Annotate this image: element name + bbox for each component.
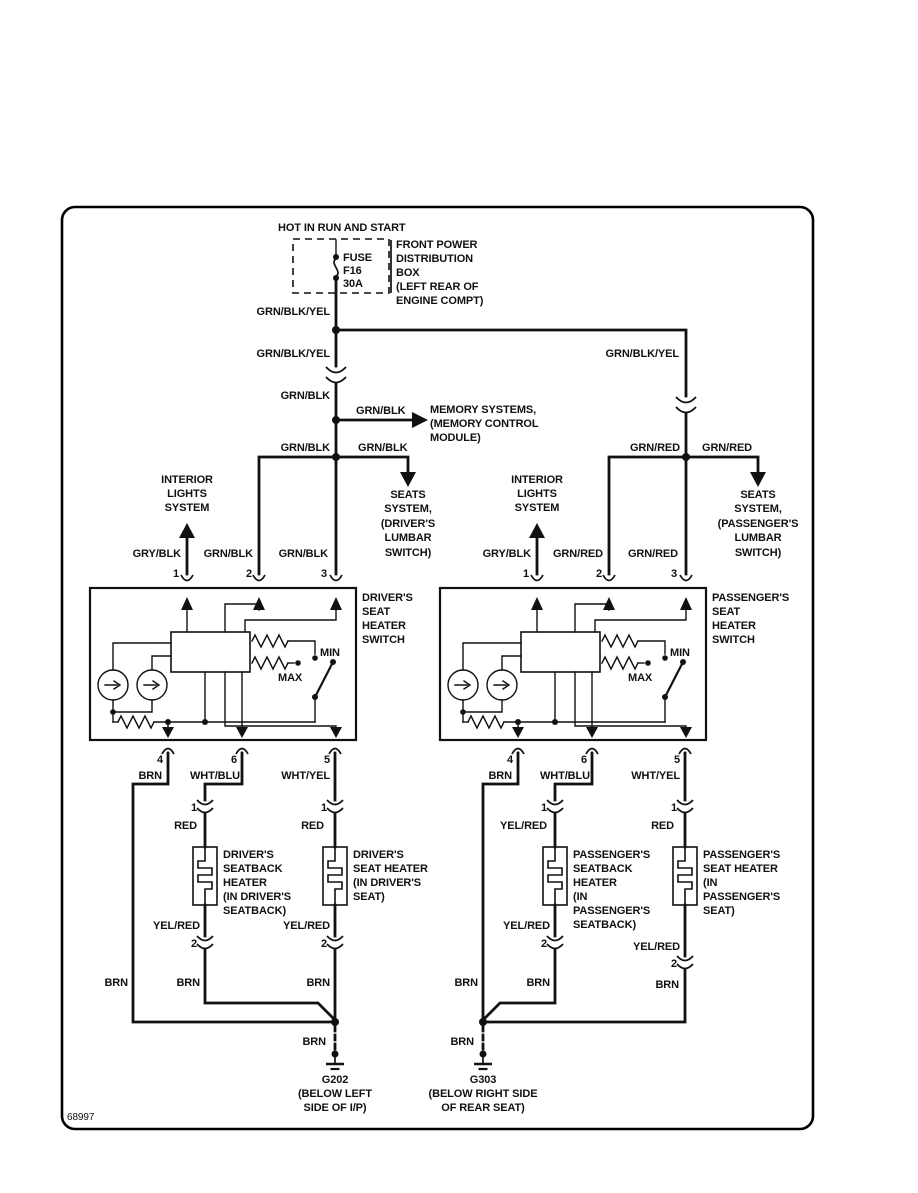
pin-number: 2: [245, 568, 252, 580]
wire-label: GRN/RED: [552, 548, 603, 560]
heater-label: SEATBACK): [573, 919, 637, 931]
passenger-seats-target: SEATS: [740, 489, 776, 501]
wire-label: GRN/BLK: [280, 390, 330, 402]
ground-icon: [474, 1051, 492, 1070]
interior-lights-label: SYSTEM: [514, 502, 560, 514]
connector-number: 2: [320, 938, 327, 950]
inline-connector-1: [547, 800, 563, 813]
wire-label: YEL/RED: [153, 920, 200, 932]
driver-seats-target: (DRIVER'S: [380, 518, 436, 530]
driver-switch-box: [90, 588, 356, 740]
interior-lights-label: LIGHTS: [167, 488, 207, 500]
heater-label: SEATBACK: [223, 863, 283, 875]
max-label: MAX: [278, 672, 303, 684]
inline-connector-1: [327, 800, 343, 813]
wire-label: GRN/BLK/YEL: [605, 348, 679, 360]
heater-label: SEAT): [353, 891, 385, 903]
interior-lights-label: INTERIOR: [161, 474, 213, 486]
ground-label: (BELOW RIGHT SIDE: [428, 1088, 538, 1100]
wire-label: GRN/BLK/YEL: [256, 348, 330, 360]
connector-number: 1: [670, 802, 677, 814]
wire-label: GRN/BLK: [203, 548, 253, 560]
fuse-box-outline: [293, 239, 389, 293]
dist-box-label: ENGINE COMPT): [396, 295, 484, 307]
pin-number: 1: [172, 568, 179, 580]
driver-seats-target: LUMBAR: [384, 532, 432, 544]
min-label: MIN: [670, 647, 690, 659]
wire-label: GRN/BLK: [278, 548, 328, 560]
inline-connector-2: [197, 936, 213, 949]
wire-label: GRY/BLK: [132, 548, 181, 560]
wire-label: BRN: [655, 979, 679, 991]
dist-box-label: (LEFT REAR OF: [396, 281, 479, 293]
wire-label: WHT/YEL: [281, 770, 330, 782]
inline-connector-1: [197, 800, 213, 813]
wire-label: GRY/BLK: [482, 548, 531, 560]
wire-label: BRN: [104, 977, 128, 989]
heater-element-icon: [328, 847, 342, 905]
heater-label: PASSENGER'S: [703, 891, 781, 903]
heater-label: PASSENGER'S: [703, 849, 781, 861]
wire-label: GRN/RED: [702, 442, 753, 454]
diagram-frame: [62, 207, 813, 1129]
interior-lights-arrow-icon: [179, 523, 195, 538]
switch-label: HEATER: [362, 620, 406, 632]
passenger-seats-target: (PASSENGER'S: [717, 518, 799, 530]
wire-label: GRN/RED: [627, 548, 678, 560]
wire-label: YEL/RED: [633, 941, 680, 953]
wire-label: WHT/BLU: [539, 770, 590, 782]
min-label: MIN: [320, 647, 340, 659]
driver-seats-target: SYSTEM,: [384, 503, 432, 515]
switch-label: SEAT: [712, 606, 741, 618]
heater-label: (IN DRIVER'S: [353, 877, 422, 889]
connector-number: 2: [540, 938, 547, 950]
wire-label: BRN: [302, 1036, 326, 1048]
heater-label: (IN: [573, 891, 588, 903]
interior-lights-label: SYSTEM: [164, 502, 210, 514]
interior-lights-arrow-icon: [529, 523, 545, 538]
heater-label: SEATBACK: [573, 863, 633, 875]
heater-element-icon: [678, 847, 692, 905]
pin-number: 5: [323, 754, 330, 766]
heater-label: PASSENGER'S: [573, 905, 651, 917]
wire-label: BRN: [306, 977, 330, 989]
ground-label: OF REAR SEAT): [441, 1102, 525, 1114]
switch-label: SWITCH: [712, 634, 755, 646]
heater-label: DRIVER'S: [353, 849, 404, 861]
pin-number: 4: [156, 754, 163, 766]
dist-box-label: FRONT POWER: [396, 239, 478, 251]
fuse-rating: 30A: [343, 278, 363, 290]
passenger-seats-target: SYSTEM,: [734, 503, 782, 515]
wire-label: GRN/BLK: [280, 442, 330, 454]
wire-label: WHT/YEL: [631, 770, 680, 782]
wire-label: BRN: [450, 1036, 474, 1048]
connector-number: 1: [190, 802, 197, 814]
ground-label: G202: [321, 1074, 349, 1086]
inline-connector: [676, 397, 696, 413]
heater-label: SEATBACK): [223, 905, 287, 917]
switch-label: PASSENGER'S: [712, 592, 790, 604]
fuse-id: F16: [343, 265, 362, 277]
wire-label: GRN/BLK/YEL: [256, 306, 330, 318]
connector-number: 2: [670, 958, 677, 970]
ground-icon: [326, 1051, 344, 1070]
memory-target-label: MEMORY SYSTEMS,: [430, 404, 537, 416]
heater-label: SEAT): [703, 905, 735, 917]
diagram-number: 68997: [67, 1112, 95, 1123]
wire-label: YEL/RED: [503, 920, 550, 932]
dist-box-label: DISTRIBUTION: [396, 253, 474, 265]
passenger-seats-target: SWITCH): [734, 547, 782, 559]
wire-label: BRN: [138, 770, 162, 782]
pin-number: 4: [506, 754, 513, 766]
wire-label: RED: [301, 820, 324, 832]
connector-number: 1: [320, 802, 327, 814]
passenger-switch-box: [440, 588, 706, 740]
connector-number: 2: [190, 938, 197, 950]
heater-label: (IN DRIVER'S: [223, 891, 292, 903]
inline-connector-2: [677, 956, 693, 969]
fuse-symbol: [333, 240, 339, 281]
inline-connector-2: [327, 936, 343, 949]
memory-target-label: MODULE): [430, 432, 481, 444]
power-distribution-box: [278, 222, 484, 307]
pin-number: 3: [670, 568, 677, 580]
pin-number: 2: [595, 568, 602, 580]
heater-label: HEATER: [223, 877, 267, 889]
ground-label: SIDE OF I/P): [303, 1102, 367, 1114]
inline-connector: [326, 367, 346, 383]
hot-in-run-label: HOT IN RUN AND START: [278, 222, 406, 234]
pin-number: 6: [230, 754, 237, 766]
wire-label: GRN/BLK: [356, 405, 406, 417]
heater-label: (IN: [703, 877, 718, 889]
pin-number: 1: [522, 568, 529, 580]
switch-label: HEATER: [712, 620, 756, 632]
wire-label: BRN: [526, 977, 550, 989]
memory-target-label: (MEMORY CONTROL: [430, 418, 539, 430]
ground-label: G303: [469, 1074, 497, 1086]
wire-label: RED: [651, 820, 674, 832]
pin-number: 3: [320, 568, 327, 580]
wire-label: RED: [174, 820, 197, 832]
driver-seats-target: SWITCH): [384, 547, 432, 559]
wire-label: GRN/BLK: [358, 442, 408, 454]
interior-lights-label: INTERIOR: [511, 474, 563, 486]
ground-label: (BELOW LEFT: [297, 1088, 373, 1100]
heater-label: HEATER: [573, 877, 617, 889]
wire-label: BRN: [454, 977, 478, 989]
wire-label: GRN/RED: [629, 442, 680, 454]
heater-label: DRIVER'S: [223, 849, 274, 861]
inline-connector-2: [547, 936, 563, 949]
heater-element-icon: [198, 847, 212, 905]
connector-number: 1: [540, 802, 547, 814]
driver-seats-target: SEATS: [390, 489, 426, 501]
switch-label: SWITCH: [362, 634, 405, 646]
wire-label: YEL/RED: [500, 820, 547, 832]
passenger-switch-internals: [448, 597, 692, 738]
interior-lights-label: LIGHTS: [517, 488, 557, 500]
heater-label: SEAT HEATER: [353, 863, 428, 875]
wire-label: BRN: [176, 977, 200, 989]
switch-label: SEAT: [362, 606, 391, 618]
passenger-seats-arrow-icon: [750, 472, 766, 487]
heater-label: PASSENGER'S: [573, 849, 651, 861]
wire-label: WHT/BLU: [189, 770, 240, 782]
heater-element-icon: [548, 847, 562, 905]
fuse-name: FUSE: [343, 252, 372, 264]
wire-label: YEL/RED: [283, 920, 330, 932]
passenger-seats-target: LUMBAR: [734, 532, 782, 544]
driver-switch-internals: [98, 597, 342, 738]
driver-seats-arrow-icon: [400, 472, 416, 487]
inline-connector-1: [677, 800, 693, 813]
switch-label: DRIVER'S: [362, 592, 413, 604]
max-label: MAX: [628, 672, 653, 684]
memory-arrow-icon: [412, 412, 428, 428]
pin-number: 5: [673, 754, 680, 766]
feed-wiring: [257, 281, 799, 574]
dist-box-label: BOX: [396, 267, 420, 279]
wire-label: BRN: [488, 770, 512, 782]
heater-label: SEAT HEATER: [703, 863, 778, 875]
pin-number: 6: [580, 754, 587, 766]
